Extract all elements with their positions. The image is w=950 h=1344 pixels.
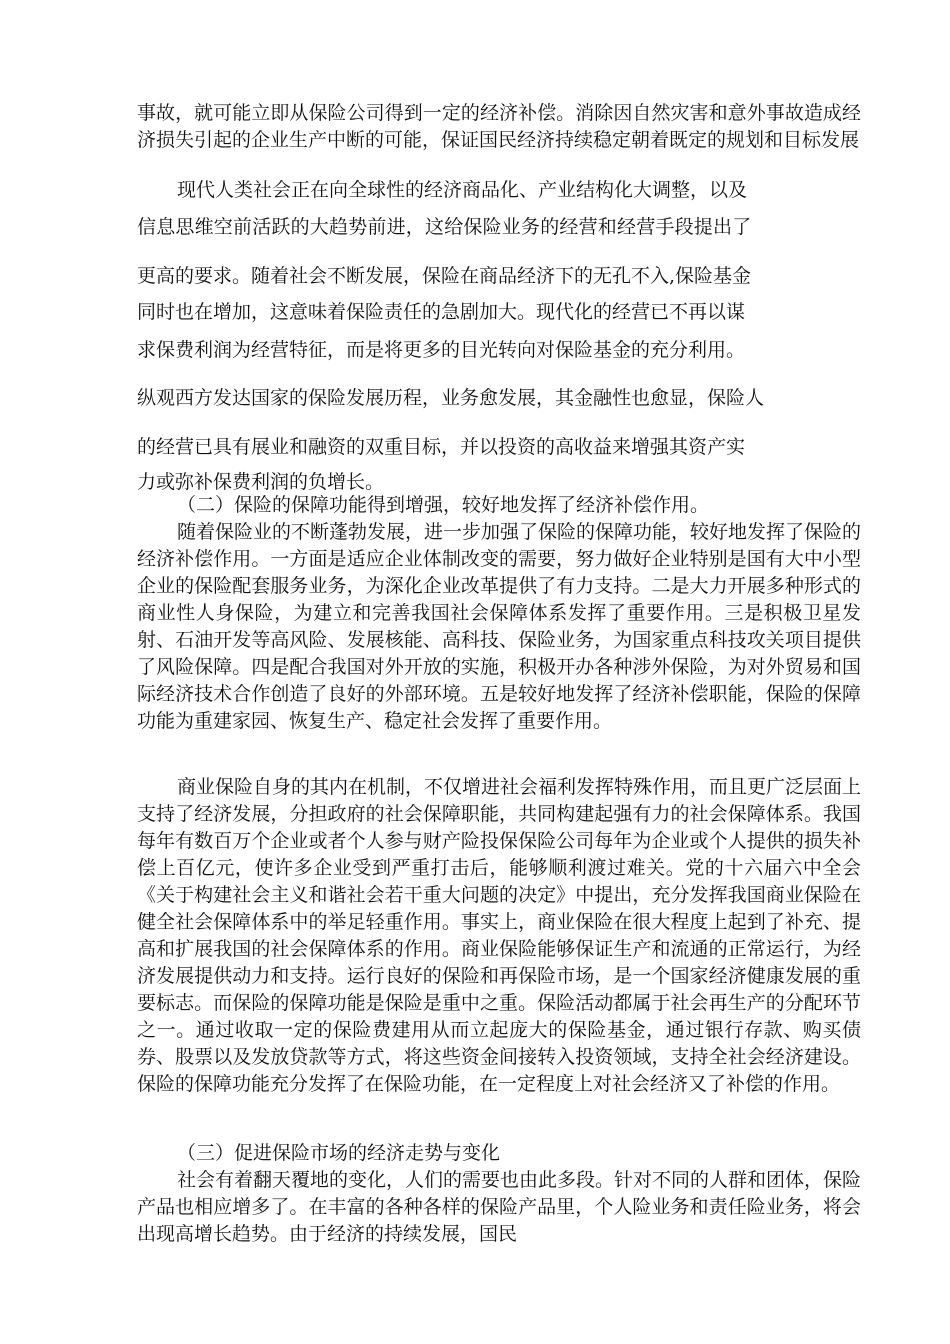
paragraph-modern-society-line-6: 纵观西方发达国家的保险发展历程，业务愈发展，其金融性也愈显，保险人 xyxy=(137,387,765,409)
paragraph-modern-society-line-8: 力或弥补保费利润的负增长。 xyxy=(137,471,385,493)
paragraph-modern-society-line-3: 更高的要求。随着社会不断发展，保险在商品经济下的无孔不入,保险基金 xyxy=(137,265,752,287)
paragraph-guarantee-function: 随着保险业的不断蓬勃发展，进一步加强了保险的保障功能，较好地发挥了保险的经济补偿作用。一方面是适应企业体制改变的需要，努力做好企业特别是国有大中小型企业的保险配套服务业务，为深化企业改革提供了有力支持。二是大力开展多种形式的商业性人身保险，为建立和完善我国社会保障体系发挥了重要作用。三是积极卫星发射、石油开发等高风险、发展核能、高科技、保险业务，为国家重点科技攻关项目提供了风险保障。四是配合我国对外开放的实施，积极开办各种涉外保险，为对外贸易和国际经济技术合作创造了良好的外部环境。五是较好地发挥了经济补偿职能，保险的保障功能为重建家园、恢复生产、稳定社会发挥了重要作用。 xyxy=(137,521,862,732)
paragraph-commercial-insurance: 商业保险自身的其内在机制，不仅增进社会福利发挥特殊作用，而且更广泛层面上支持了经济发展，分担政府的社会保障职能，共同构建起强有力的社会保障体系。我国每年有数百万个企业或者个人参与财产险投保保险公司每年为企业或个人提供的损失补偿上百亿元，使许多企业受到严重打击后，能够顺利渡过难关。党的十六届六中全会《关于构建社会主义和谐社会若干重大问题的决定》中提出，充分发挥我国商业保险在健全社会保障体系中的举足轻重作用。事实上，商业保险在很大程度上起到了补充、提高和扩展我国的社会保障体系的作用。商业保险能够保证生产和流通的正常运行，为经济发展提供动力和支持。运行良好的保险和再保险市场，是一个国家经济健康发展的重要标志。而保险的保障功能是保险是重中之重。保险活动都属于社会再生产的分配环节之一。通过收取一定的保险费建用从而立起庞大的保险基金，通过银行存款、购买债券、股票以及发放贷款等方式，将这些资金间接转入投资领域，支持全社会经济建设。保险的保障功能充分发挥了在保险功能，在一定程度上对社会经济又了补偿的作用。 xyxy=(137,776,862,1095)
section-heading-three: （三）促进保险市场的经济走势与变化 xyxy=(177,1142,501,1164)
paragraph-modern-society-line-1 xyxy=(137,176,861,204)
paragraph-market-trend: 社会有着翻天覆地的变化，人们的需要也由此多段。针对不同的人群和团体，保险产品也相应增多了。在丰富的各种各样的保险产品里，个人险业务和责任险业务，将会出现高增长趋势。由于经济的持续发展，国民 xyxy=(137,1169,862,1245)
paragraph-modern-society-line-7: 的经营已具有展业和融资的双重目标，并以投资的高收益来增强其资产实 xyxy=(137,436,746,458)
paragraph-modern-society-line-4: 同时也在增加，这意味着保险责任的急剧加大。现代化的经营已不再以谋 xyxy=(137,301,746,323)
paragraph-line: 现代人类社会正在向全球性的经济商品化、产业结构化大调整，以及 xyxy=(177,179,748,201)
paragraph-modern-society-line-2: 信息思维空前活跃的大趋势前进，这给保险业务的经营和经营手段提出了 xyxy=(137,216,752,238)
section-heading-two: （二）保险的保障功能得到增强，较好地发挥了经济补偿作用。 xyxy=(177,494,710,516)
paragraph-modern-society-line-5: 求保费利润为经营特征，而是将更多的目光转向对保险基金的充分利用。 xyxy=(137,339,746,361)
paragraph-accident-compensation: 事故，就可能立即从保险公司得到一定的经济补偿。消除因自然灾害和意外事故造成经济损失引起的企业生产中断的可能，保证国民经济持续稳定朝着既定的规划和目标发展 xyxy=(137,102,861,151)
